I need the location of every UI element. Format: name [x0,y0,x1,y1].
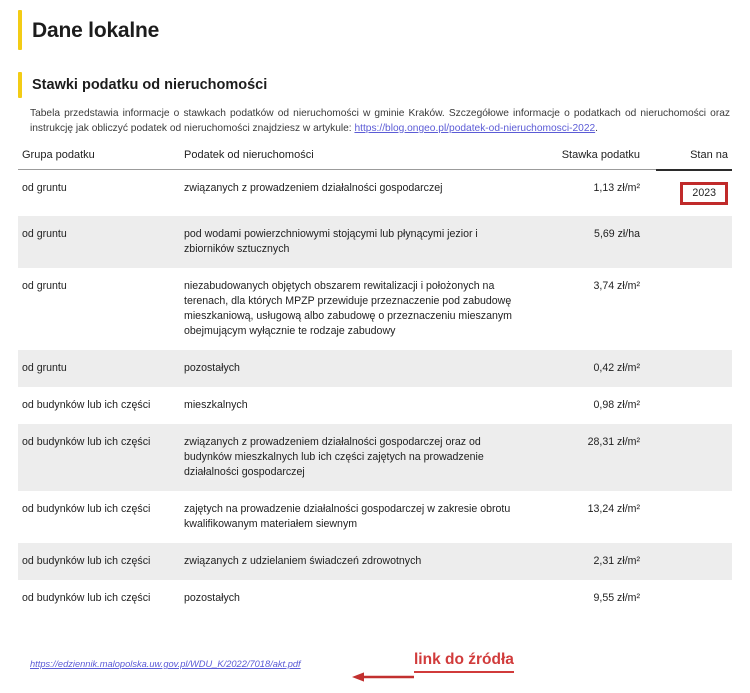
cell-tax-description: zajętych na prowadzenie działalności gospodarczej w zakresie obrotu kwalifikowanym materiałem siewnym [184,503,511,531]
cell-tax-group: od budynków lub ich części [22,398,151,411]
column-header-group: Grupa podatku [18,149,164,170]
cell-state-year [656,491,732,543]
cell-tax-description: mieszkalnych [184,398,248,411]
cell-tax-description: związanych z prowadzeniem działalności gospodarczej oraz od budynków mieszkalnych lub ich części zajętych na prowadzenie działalności gospodarczej [164,424,516,491]
cell-tax-description: niezabudowanych objętych obszarem rewitalizacji i położonych na terenach, dla których MPZP przewiduje przeznaczenie pod zabudowę mieszkaniową, usługową albo zabudowę o przeznaczeniu mieszanym obejmującym wyłącznie te rodzaje zabudowy [184,279,512,337]
cell-tax-group: od gruntu [22,182,67,195]
section-description-text-part1: Tabela przedstawia informacje o stawkach podatków od nieruchomości w gminie Kraków. Szczegółowe informacje o podatkach od nieruchomości oraz instrukcję jak obliczyć podatek od nieruchomości znajdziesz w artykule: [30,108,730,134]
section-description-text-part2: . [595,122,598,134]
article-link[interactable]: https://blog.ongeo.pl/podatek-od-nieruchomosci-2022 [354,122,596,134]
table-row [18,424,732,491]
cell-tax-rate: 1,13 zł/m² [593,182,640,195]
table-header [18,149,732,170]
table-row [18,491,732,543]
cell-tax-description: pozostałych [164,350,516,387]
table-row [18,268,732,350]
cell-state-year [656,216,732,268]
cell-tax-rate: 13,24 zł/m² [587,503,640,516]
section-description [30,107,730,137]
cell-state-year [656,387,732,424]
cell-tax-rate: 0,98 zł/m² [593,398,640,411]
page-title: Dane lokalne [32,18,160,42]
state-year-highlight-badge: 2023 [680,182,728,205]
cell-tax-group: od budynków lub ich części [18,424,164,491]
column-header-rate: Stawka podatku [516,149,656,170]
cell-tax-rate: 9,55 zł/m² [593,592,640,605]
table-body [18,170,732,618]
table-header-row [18,149,732,170]
cell-tax-group: od gruntu [22,279,67,292]
cell-state-year [656,543,732,580]
cell-tax-description: pozostałych [184,592,240,605]
table-row [18,170,732,216]
cell-tax-group: od budynków lub ich części [22,503,151,516]
source-annotation [352,651,592,689]
cell-state-year [656,170,732,216]
table-row [18,350,732,387]
cell-tax-group: od gruntu [18,216,164,268]
cell-tax-description: związanych z udzielaniem świadczeń zdrowotnych [164,543,516,580]
column-header-description: Podatek od nieruchomości [164,149,516,170]
cell-tax-rate: 5,69 zł/ha [516,216,656,268]
source-url-link[interactable]: https://edziennik.malopolska.uw.gov.pl/WDU_K/2022/7018/akt.pdf [30,659,301,669]
cell-tax-rate: 2,31 zł/m² [516,543,656,580]
table-row [18,580,732,617]
table-row [18,216,732,268]
cell-tax-description: pod wodami powierzchniowymi stojącymi lub płynącymi jezior i zbiorników sztucznych [164,216,516,268]
cell-state-year [656,350,732,387]
cell-tax-group: od budynków lub ich części [18,543,164,580]
property-tax-rates-table [18,149,732,618]
footer-area [0,651,750,693]
cell-state-year [656,268,732,350]
section-title: Stawki podatku od nieruchomości [32,76,268,93]
page-title-block [16,10,750,50]
cell-tax-group: od gruntu [18,350,164,387]
cell-state-year [656,424,732,491]
cell-tax-description: związanych z prowadzeniem działalności gospodarczej [184,182,443,195]
cell-tax-rate: 28,31 zł/m² [516,424,656,491]
left-arrow-icon [352,671,414,683]
cell-tax-rate: 0,42 zł/m² [516,350,656,387]
annotation-label: link do źródła [414,651,514,673]
column-header-state: Stan na [656,149,732,170]
table-row [18,387,732,424]
table-row [18,543,732,580]
cell-tax-rate: 3,74 zł/m² [593,279,640,292]
cell-tax-group: od budynków lub ich części [22,592,151,605]
cell-state-year [656,580,732,617]
section-title-block [16,72,750,98]
